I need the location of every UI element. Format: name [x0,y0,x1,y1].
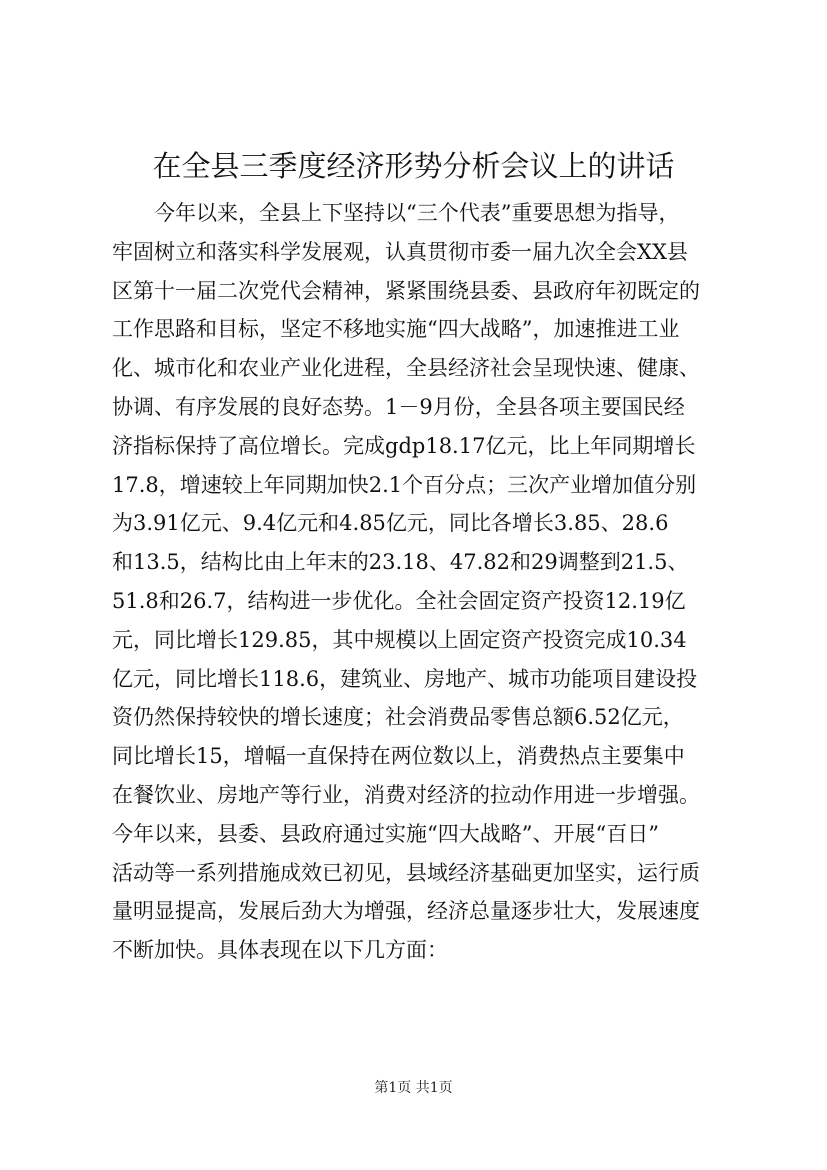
body-line: 元，同比增长129.85，其中规模以上固定资产投资完成10.34 [112,627,687,652]
body-line: 区第十一届二次党代会精神，紧紧围绕县委、县政府年初既定的 [112,278,700,303]
document-title: 在全县三季度经济形势分析会议上的讲话 [152,149,675,183]
body-line: 今年以来，全县上下坚持以“三个代表”重要思想为指导， [154,201,680,225]
body-line: 今年以来，县委、县政府通过实施“四大战略”、开展“百日” [112,821,659,846]
body-line: 工作思路和目标，坚定不移地实施“四大战略”，加速推进工业 [112,317,680,342]
body-line: 化、城市化和农业产业化进程，全县经济社会呈现快速、健康、 [112,356,700,381]
page-footer: 第1页 共1页 [374,1080,453,1096]
body-line: 济指标保持了高位增长。完成gdp18.17亿元，比上年同期增长 [112,433,696,458]
body-line: 协调、有序发展的良好态势。1－9月份，全县各项主要国民经 [112,394,685,419]
body-line: 不断加快。具体表现在以下几方面： [112,938,448,963]
body-line: 和13.5，结构比由上年末的23.18、47.82和29调整到21.5、 [112,550,689,575]
body-line: 在餐饮业、房地产等行业，消费对经济的拉动作用进一步增强。 [112,782,700,807]
body-line: 活动等一系列措施成效已初见，县域经济基础更加坚实，运行质 [112,860,700,885]
body-line: 资仍然保持较快的增长速度；社会消费品零售总额6.52亿元， [112,705,684,730]
body-line: 51.8和26.7，结构进一步优化。全社会固定资产投资12.19亿 [112,588,686,613]
body-line: 量明显提高，发展后劲大为增强，经济总量逐步壮大，发展速度 [112,899,700,924]
body-line: 为3.91亿元、9.4亿元和4.85亿元，同比各增长3.85、28.6 [112,511,669,536]
body-line: 同比增长15，增幅一直保持在两位数以上，消费热点主要集中 [112,744,685,769]
body-line: 牢固树立和落实科学发展观，认真贯彻市委一届九次全会XX县 [112,239,688,264]
body-line: 17.8，增速较上年同期加快2.1个百分点；三次产业增加值分别 [112,472,697,497]
body-line: 亿元，同比增长118.6，建筑业、房地产、城市功能项目建设投 [112,666,698,691]
document-body [112,194,732,970]
